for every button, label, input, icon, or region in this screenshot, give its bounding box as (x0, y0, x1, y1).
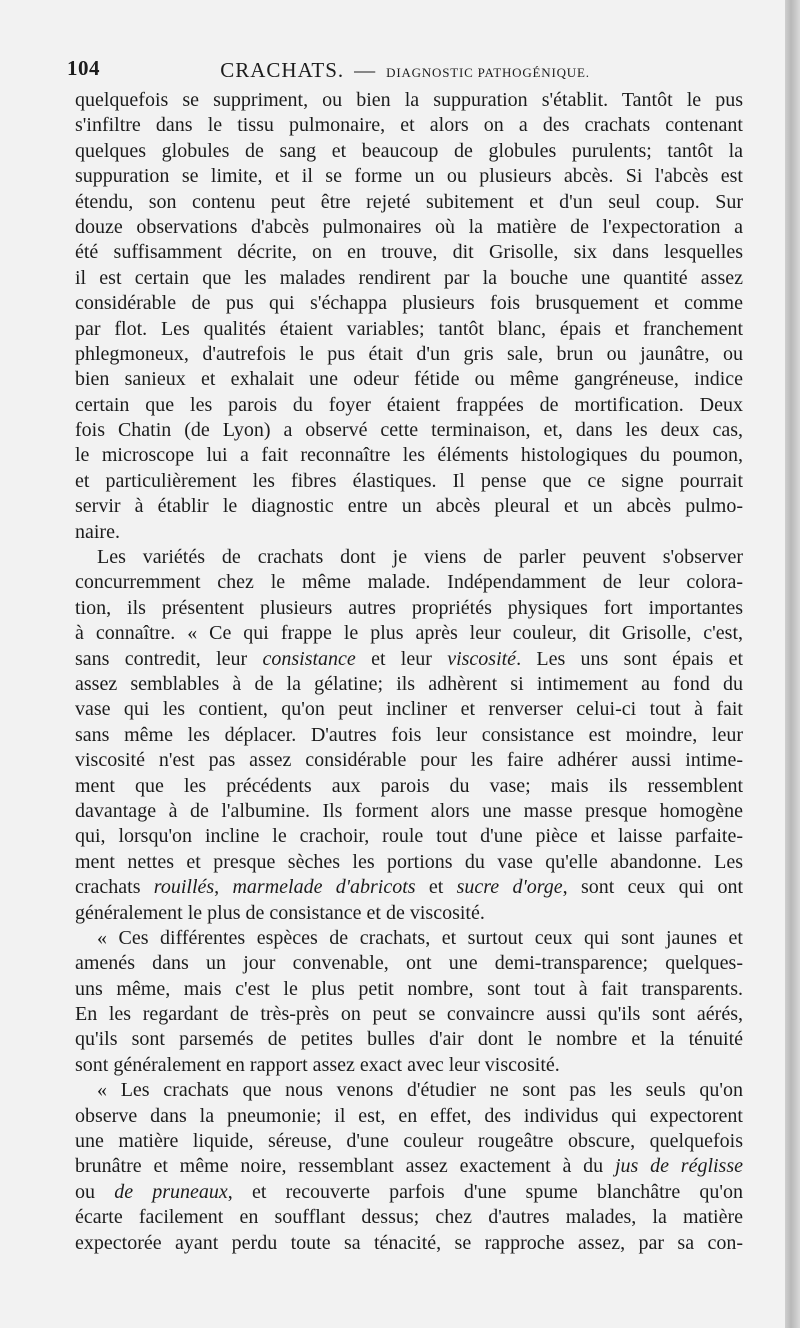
text-run: naire. (75, 520, 120, 543)
running-title: CRACHATS. (220, 58, 345, 82)
italic-term: marmelade d'abricots (232, 876, 416, 899)
text-run: vase qui les contient, qu'on peut incliner et renverser celui-ci tout à fait (75, 698, 743, 721)
text-run: considérable de pus qui s'échappa plusieurs fois brusquement et comme (75, 292, 743, 315)
text-line (75, 342, 743, 367)
text-run: il est certain que les malades rendirent par la bouche une quantité assez (75, 266, 743, 289)
text-run: phlegmoneux, d'autrefois le pus était d'un gris sale, brun ou jaunâtre, ou (75, 342, 743, 365)
text-run: assez semblables à de la gélatine; ils adhèrent si intimement au fond du (75, 672, 743, 695)
text-line (75, 977, 743, 1002)
text-run: , (214, 876, 233, 899)
text-run: concurremment chez le même malade. Indépendamment de leur colora- (75, 571, 743, 594)
text-line (75, 647, 743, 672)
text-line (75, 672, 743, 697)
text-line (75, 88, 743, 113)
text-run: ou (75, 1180, 115, 1203)
text-run: Les variétés de crachats dont je viens de parler peuvent s'observer (97, 546, 743, 569)
page-number: 104 (67, 56, 100, 80)
text-line (75, 545, 743, 570)
text-line (75, 494, 743, 519)
text-run: suppuration se limite, et il se forme un ou plusieurs abcès. Si l'abcès est (75, 165, 743, 188)
text-line (75, 748, 743, 773)
text-run: et leur (355, 647, 448, 670)
text-line (75, 799, 743, 824)
text-line (75, 266, 743, 291)
text-line (75, 1002, 743, 1027)
text-line (75, 621, 743, 646)
text-line (75, 1180, 743, 1205)
text-line (75, 393, 743, 418)
text-line (75, 1104, 743, 1129)
text-run: amenés dans un jour convenable, ont une demi-transparence; quelques- (75, 952, 743, 975)
text-line (75, 596, 743, 621)
italic-term: jus de réglisse (614, 1155, 744, 1178)
text-run: et particulièrement les fibres élastiques. Il pense que ce signe pourrait (75, 469, 743, 492)
text-line (75, 443, 743, 468)
text-line (75, 1231, 743, 1256)
text-run: « Les crachats que nous venons d'étudier ne sont pas les seuls qu'on (97, 1079, 743, 1102)
text-run: à connaître. « Ce qui frappe le plus après leur couleur, dit Grisolle, c'est, (75, 622, 743, 645)
text-run: s'infiltre dans le tissu pulmonaire, et alors on a des crachats contenant (75, 114, 743, 137)
text-line (75, 1154, 743, 1179)
text-run: ment nettes et presque sèches les portions du vase qu'elle abandonne. Les (75, 850, 743, 873)
text-line (75, 1078, 743, 1103)
text-line (75, 1027, 743, 1052)
text-run: . Les uns sont épais et (516, 647, 744, 670)
italic-term: de pruneaux (114, 1180, 228, 1203)
text-run: sont généralement en rapport assez exact avec leur viscosité. (75, 1053, 560, 1076)
text-run: davantage à de l'albumine. Ils forment alors une masse presque homogène (75, 799, 743, 822)
text-run: par flot. Les qualités étaient variables; tantôt blanc, épais et franchement (75, 317, 743, 340)
text-line (75, 926, 743, 951)
text-run: servir à établir le diagnostic entre un abcès pleural et un abcès pulmo- (75, 495, 743, 518)
text-line (75, 240, 743, 265)
italic-term: rouillés (153, 876, 215, 899)
text-line (75, 418, 743, 443)
running-head (67, 58, 743, 83)
text-line (75, 1129, 743, 1154)
text-line (75, 1053, 743, 1078)
text-run: « Ces différentes espèces de crachats, et surtout ceux qui sont jaunes et (97, 926, 743, 949)
body-text (75, 88, 743, 1256)
text-run: brunâtre et même noire, ressemblant assez exactement à du (75, 1155, 615, 1178)
text-line (75, 951, 743, 976)
text-run: uns même, mais c'est le plus petit nombre, sont tout à fait transparents. (75, 977, 743, 1000)
text-line (75, 190, 743, 215)
text-run: quelques globules de sang et beaucoup de globules purulents; tantôt la (75, 139, 743, 162)
text-run: une matière liquide, séreuse, d'une couleur rougeâtre obscure, quelquefois (75, 1130, 743, 1153)
page-header (67, 56, 743, 86)
text-run: douze observations d'abcès pulmonaires où la matière de l'expectoration a (75, 215, 743, 238)
text-run: écarte facilement en soufflant dessus; chez d'autres malades, la matière (75, 1206, 743, 1229)
text-line (75, 215, 743, 240)
text-line (75, 774, 743, 799)
italic-term: consistance (262, 647, 356, 670)
text-line (75, 367, 743, 392)
text-run: , et recouverte parfois d'une spume blanchâtre qu'on (227, 1180, 744, 1203)
page-edge (785, 0, 800, 1328)
text-run: , sont ceux qui ont (562, 876, 744, 899)
text-line (75, 164, 743, 189)
text-run: été suffisamment décrite, on en trouve, dit Grisolle, six dans lesquelles (75, 241, 743, 264)
text-line (75, 139, 743, 164)
text-run: tion, ils présentent plusieurs autres propriétés physiques fort importantes (75, 596, 743, 619)
text-run: crachats (75, 876, 154, 899)
text-line (75, 520, 743, 545)
text-run: étendu, son contenu peut être rejeté subitement et d'un seul coup. Sur (75, 190, 743, 213)
text-run: et (415, 876, 457, 899)
text-line (75, 1205, 743, 1230)
text-run: viscosité n'est pas assez considérable pour les faire adhérer aussi intime- (75, 749, 743, 772)
text-line (75, 875, 743, 900)
text-run: expectorée ayant perdu toute sa ténacité, se rapproche assez, par sa con- (75, 1231, 743, 1254)
text-run: sans même les déplacer. D'autres fois leur consistance est moindre, leur (75, 723, 743, 746)
text-run: généralement le plus de consistance et de viscosité. (75, 901, 485, 924)
text-line (75, 570, 743, 595)
text-run: En les regardant de très-près on peut se convaincre aussi qu'ils sont aérés, (75, 1003, 743, 1026)
text-run: quelquefois se suppriment, ou bien la suppuration s'établit. Tantôt le pus (75, 89, 743, 111)
text-line (75, 697, 743, 722)
text-run: certain que les parois du foyer étaient frappées de mortification. Deux (75, 393, 743, 416)
text-run: fois Chatin (de Lyon) a observé cette terminaison, et, dans les deux cas, (75, 419, 743, 442)
text-line (75, 824, 743, 849)
text-line (75, 469, 743, 494)
text-run: qui, lorsqu'on incline le crachoir, roule tout d'une pièce et laisse parfaite- (75, 825, 743, 848)
text-run: le microscope lui a fait reconnaître les éléments histologiques du poumon, (75, 444, 743, 467)
text-line (75, 317, 743, 342)
text-run: qu'ils sont parsemés de petites bulles d'air dont le nombre et la ténuité (75, 1028, 743, 1051)
italic-term: viscosité (447, 647, 517, 670)
text-run: observe dans la pneumonie; il est, en effet, des individus qui expectorent (75, 1104, 743, 1127)
text-line (75, 113, 743, 138)
running-section: DIAGNOSTIC PATHOGÉNIQUE. (386, 65, 590, 80)
text-line (75, 901, 743, 926)
text-line (75, 291, 743, 316)
text-line (75, 850, 743, 875)
text-run: bien sanieux et exhalait une odeur fétide ou même gangréneuse, indice (75, 368, 743, 391)
text-run: ment que les précédents aux parois du vase; mais ils ressemblent (75, 774, 743, 797)
text-run: sans contredit, leur (75, 647, 263, 670)
running-head-dash: — (354, 58, 377, 82)
text-line (75, 723, 743, 748)
italic-term: sucre d'orge (456, 876, 563, 899)
